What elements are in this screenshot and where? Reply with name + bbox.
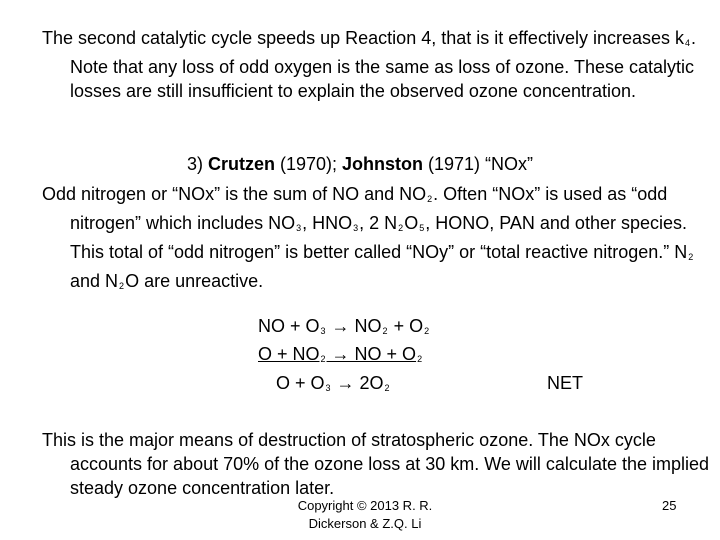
p3-text-1: Odd nitrogen or “NOx” is the sum of NO and NO <box>42 184 427 204</box>
paragraph-ozone-destruction: This is the major means of destruction of stratospheric ozone. The NOx cycle accounts for about 70% of the ozone loss at 30 km. We will calculate the implied steady ozone concentration later. <box>42 430 710 498</box>
p1-text-a: The second catalytic cycle speeds up Reaction 4, that is it effectively increases k <box>42 28 684 48</box>
copyright-line-1: Copyright © 2013 R. R. <box>297 498 433 513</box>
p3-text-3: , HNO <box>302 213 353 233</box>
p3-text-2: . Often “NOx” is used as “odd nitrogen” which includes NO <box>70 184 668 233</box>
p3-text-7: and N <box>70 271 119 291</box>
net-label: NET <box>547 373 583 393</box>
subscript: 5 <box>419 223 425 233</box>
r3-part-a: O + O <box>276 373 325 393</box>
copyright-footer <box>270 497 460 533</box>
section-heading <box>0 152 720 176</box>
subscript: 3 <box>325 383 331 393</box>
heading-year-1: (1970); <box>274 154 343 174</box>
copyright-line-2: Dickerson & Z.Q. Li <box>308 516 422 531</box>
reaction-1 <box>258 314 430 343</box>
subscript: 2 <box>427 194 433 204</box>
paragraph-catalytic-cycle <box>42 26 720 103</box>
p1-text-b: . Note that any loss of odd oxygen is the same as loss of ozone. These catalytic losses are still insufficient to explain the observed ozone concentration. <box>70 28 697 101</box>
subscript: 2 <box>417 354 423 364</box>
reaction-net <box>276 371 391 400</box>
page-number: 25 <box>662 498 677 513</box>
reaction-2 <box>258 342 423 371</box>
subscript: 3 <box>320 326 326 336</box>
r1-part-c: + O <box>388 316 424 336</box>
paragraph-odd-nitrogen <box>42 182 720 298</box>
subscript: 2 <box>398 223 404 233</box>
p3-text-4: , 2 N <box>359 213 398 233</box>
p3-text-6: , HONO, PAN and other species. This total of “odd nitrogen” is better called “NOy” or “total reactive nitrogen.” N <box>70 213 688 262</box>
p3-text-8: O are unreactive. <box>125 271 264 291</box>
subscript: 2 <box>424 326 430 336</box>
r2-part-b: → NO + O <box>326 344 417 364</box>
heading-number: 3) <box>186 154 208 174</box>
r1-part-b: → NO <box>326 316 382 336</box>
subscript: 2 <box>384 383 390 393</box>
subscript: 3 <box>353 223 359 233</box>
r2-part-a: O + NO <box>258 344 320 364</box>
r3-part-b: → 2O <box>331 373 384 393</box>
k-subscript: 4 <box>685 38 691 48</box>
p3-text-5: O <box>404 213 419 233</box>
heading-year-2: (1971) “NOx” <box>423 154 534 174</box>
r1-part-a: NO + O <box>258 316 320 336</box>
heading-author-johnston: Johnston <box>342 154 424 174</box>
subscript: 3 <box>296 223 302 233</box>
subscript: 2 <box>119 281 125 291</box>
subscript: 2 <box>320 354 326 364</box>
subscript: 2 <box>688 252 694 262</box>
subscript: 2 <box>382 326 388 336</box>
heading-author-crutzen: Crutzen <box>207 154 275 174</box>
